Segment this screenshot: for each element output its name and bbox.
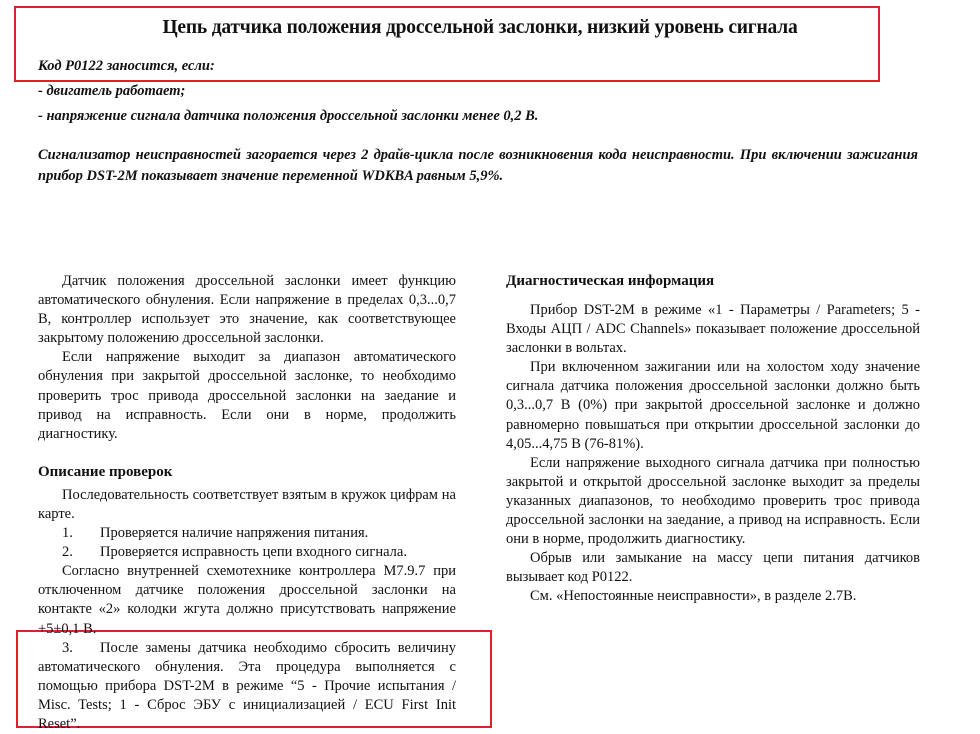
warning-note: Сигнализатор неисправностей загорается через 2 драйв-цикла после возникновения кода неисправности. При включении зажигания прибор DST-2M показывает значение переменной WDKBA равным 5,9%. <box>38 147 918 184</box>
check-item-3 <box>38 639 456 734</box>
right-column <box>506 272 920 607</box>
check-item-2 <box>38 543 456 562</box>
check-text: После замены датчика необходимо сбросить величину автоматического обнуления. Эта процедура выполняется с помощью прибора DST-2M в режиме “5 - Прочие испытания / Misc. Tests; 1 - Сброс ЭБУ с инициализацией / ECU First Init Reset”. <box>38 639 456 732</box>
page-title: Цепь датчика положения дроссельной заслонки, низкий уровень сигнала <box>162 17 798 38</box>
check-number: 3. <box>62 639 73 656</box>
left-column <box>38 272 456 734</box>
condition-item-voltage-low: - напряжение сигнала датчика положения дроссельной заслонки менее 0,2 В. <box>38 108 539 124</box>
intro-paragraph-2: Если напряжение выходит за диапазон автоматического обнуления при закрытой дроссельной заслонке, то необходимо проверить трос привода дроссельной заслонки на заедание и привод на исправность. Если они в норме, продолжить диагностику. <box>38 349 456 442</box>
diagnostic-paragraph-3: Если напряжение выходного сигнала датчика при полностью закрытой и открытой дроссельной заслонке выходит за пределы указанных диапазонов, то необходимо проверить трос привода дроссельной заслонки на заедание, а привод на исправность. Если они в норме, продолжить диагностику. <box>506 454 920 548</box>
circuit-note: Согласно внутренней схемотехнике контроллера M7.9.7 при отключенном датчике положения дроссельной заслонки на контакте «2» колодки жгута должно присутствовать напряжение +5±0,1 В. <box>38 563 456 637</box>
check-text: Проверяется исправность цепи входного сигнала. <box>100 544 407 561</box>
diagnostic-paragraph-2: При включенном зажигании или на холостом ходу значение сигнала датчика положения дроссельной заслонки должно быть 0,3...0,7 В (0%) при закрытой дроссельной заслонке и должно равномерно повышаться при открытии дроссельной заслонки до 4,05...4,75 В (76-81%). <box>506 359 920 452</box>
diagnostic-paragraph-4: Обрыв или замыкание на массу цепи питания датчиков вызывает код P0122. <box>506 550 920 586</box>
check-item-1 <box>38 524 456 543</box>
checks-intro: Последовательность соответствует взятым в кружок цифрам на карте. <box>38 486 456 522</box>
check-number: 1. <box>62 525 73 542</box>
check-number: 2. <box>62 544 73 561</box>
check-text: Проверяется наличие напряжения питания. <box>100 525 369 542</box>
diagnostic-paragraph-1: Прибор DST-2M в режиме «1 - Параметры / Parameters; 5 - Входы АЦП / ADC Channels» показывает положение дроссельной заслонки в вольтах. <box>506 302 920 357</box>
intro-paragraph-1: Датчик положения дроссельной заслонки имеет функцию автоматического обнуления. Если напряжение в пределах 0,3...0,7 В, контроллер использует это значение, как соответствующее закрытому положению дроссельной заслонки. <box>38 273 456 347</box>
condition-item-engine-running: - двигатель работает; <box>38 83 186 99</box>
diagnostic-heading: Диагностическая информация <box>506 273 715 289</box>
checks-heading: Описание проверок <box>38 463 173 480</box>
conditions-heading: Код P0122 заносится, если: <box>38 58 215 74</box>
diagnostic-paragraph-5: См. «Непостоянные неисправности», в разделе 2.7В. <box>530 588 857 605</box>
